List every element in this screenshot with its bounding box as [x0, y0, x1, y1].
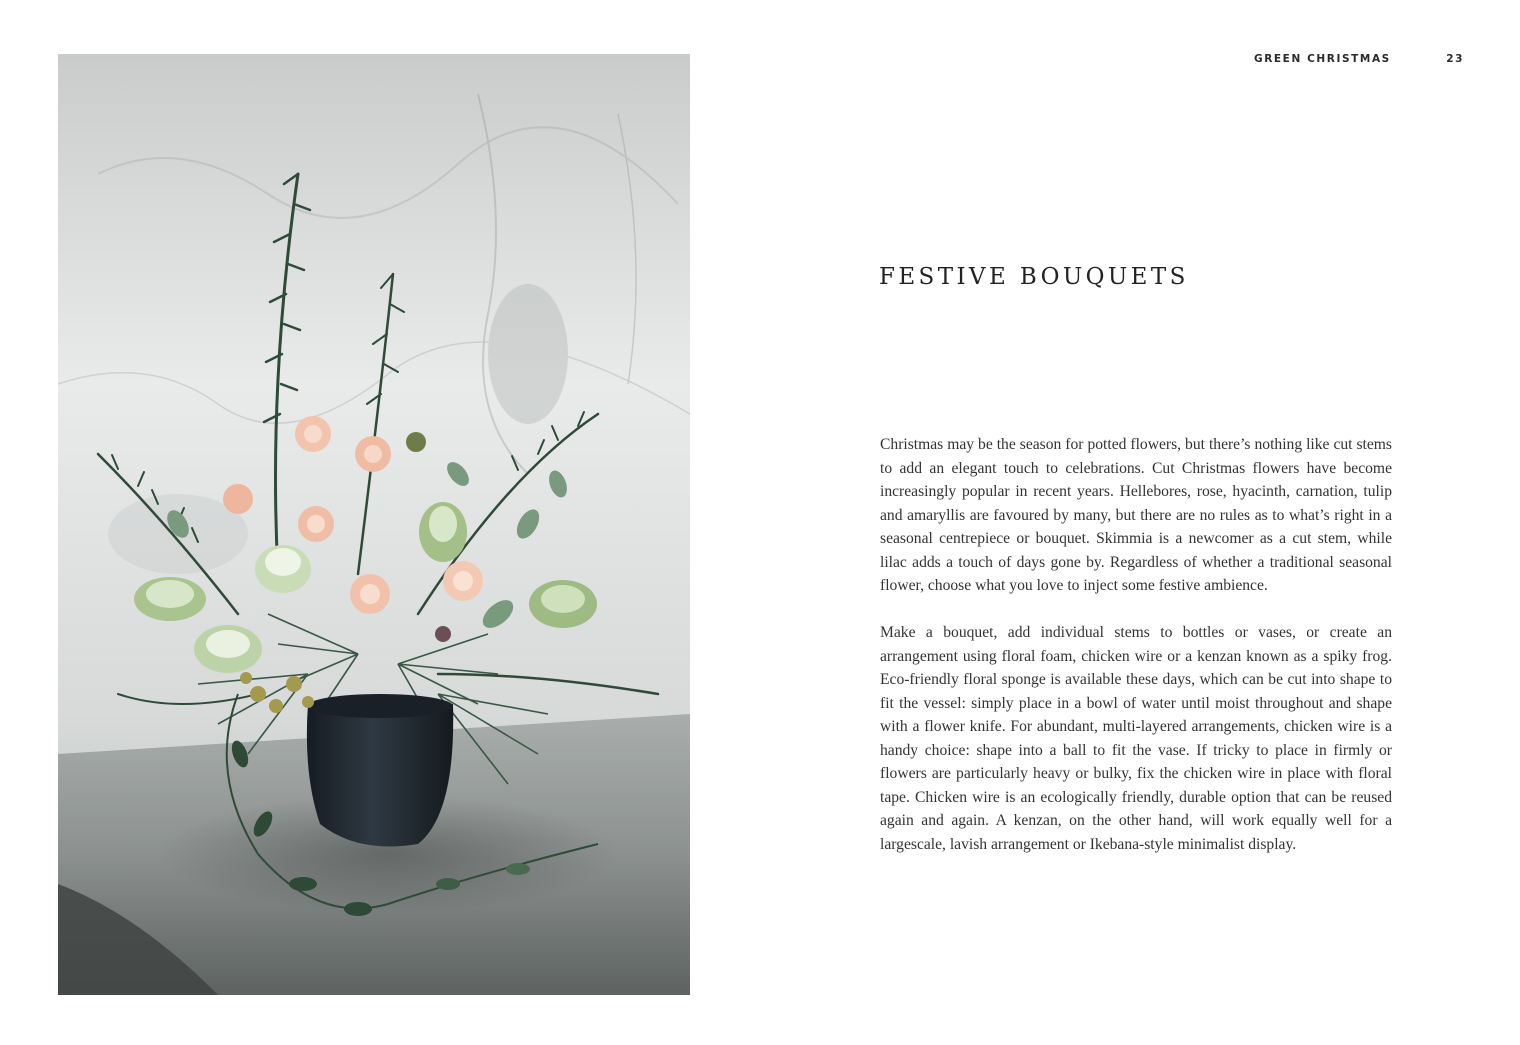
- running-head: [1220, 53, 1464, 67]
- body-paragraph-1: Christmas may be the season for potted flowers, but there’s nothing like cut stems to add an elegant touch to celebrations. Cut Christmas flowers have become increasingly popular in recent years. Hellebores, rose, hyacinth, carnation, tulip and amaryllis are favoured by many, but there are no rules as to what’s right in a seasonal centrepiece or bouquet. Skimmia is a newcomer as a cut stem, while lilac adds a touch of days gone by. Regardless of whether a traditional seasonal flower, choose what you love to inject some festive ambience.: [880, 436, 1392, 594]
- vase-rim: [307, 694, 453, 718]
- bouquet-illustration: [58, 54, 690, 995]
- bouquet-photo: [58, 54, 690, 995]
- section-heading: FESTIVE BOUQUETS: [879, 264, 1189, 290]
- running-title: GREEN CHRISTMAS: [1254, 53, 1391, 65]
- dark-vase: [307, 704, 453, 847]
- page-number: 23: [1446, 53, 1464, 65]
- body-paragraph-2: Make a bouquet, add individual stems to bottles or vases, or create an arrangement using floral foam, chicken wire or a kenzan known as a spiky frog. Eco-friendly floral sponge is available these days, which can be cut into shape to fit the vessel: simply place in a bowl of water until moist throughout and shape with a flower knife. For abundant, multi-layered arrangements, chicken wire is a handy choice: shape into a ball to fit the vase. If tricky to place in firmly or flowers are particularly heavy or bulky, fix the chicken wire in place with floral tape. Chicken wire is an ecologically friendly, durable option that can be reused again and again. A kenzan, on the other hand, will work equally well for a largescale, lavish arrangement or Ikebana-style minimalist display.: [880, 624, 1392, 853]
- body-text: [880, 433, 1392, 856]
